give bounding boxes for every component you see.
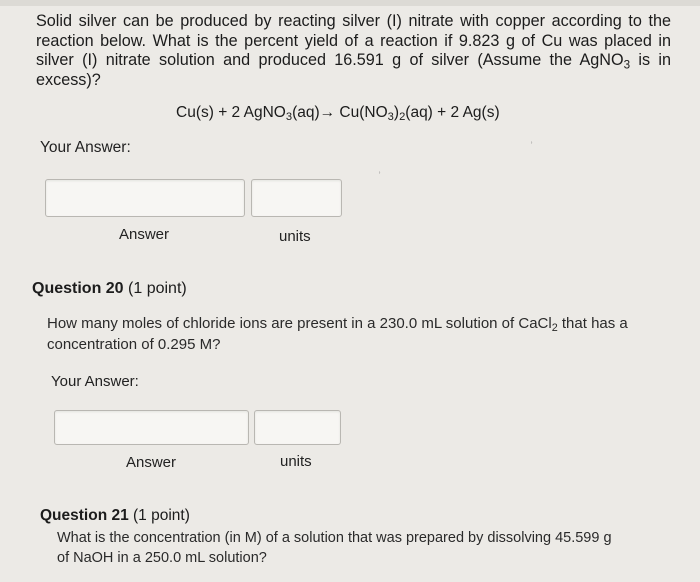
q20-prompt: How many moles of chloride ions are present in a 230.0 mL solution of CaCl$_2$ that has a concentration of 0.295 M? — [47, 315, 628, 353]
q19-reaction-equation: Cu(s) + 2 AgNO$_3$(aq)→ $Cu(NO_3)_2(aq) + 2$ Ag(s) — [176, 104, 500, 124]
stray-mark: ˒ — [378, 166, 382, 177]
q19-your-answer-label: Your Answer: — [40, 139, 131, 156]
q19-prompt: Solid silver can be produced by reacting silver (I) nitrate with copper according to the reaction below. What is the percent yield of a reaction if 9.823 g of Cu was placed in silver (I) nitrate solution and produced 16.591 g of silver (Assume the AgNO$_3$ is in excess)? — [36, 12, 671, 89]
q20-units-input[interactable] — [254, 410, 341, 445]
q21-heading: Question 21 (1 point) — [40, 507, 190, 524]
q19-answer-input[interactable] — [45, 179, 245, 217]
q21-prompt: What is the concentration (in M) of a solution that was prepared by dissolving 45.599 g of NaOH in a 250.0 mL solution? — [57, 530, 612, 566]
q19-answer-caption: Answer — [119, 226, 170, 243]
q20-your-answer-label: Your Answer: — [51, 373, 139, 390]
q20-answer-caption: Answer — [126, 454, 177, 471]
q20-heading: Question 20 (1 point) — [32, 280, 187, 297]
top-divider — [0, 0, 700, 6]
q20-units-caption: units — [280, 453, 312, 470]
q19-units-caption: units — [279, 228, 311, 245]
q20-answer-input[interactable] — [54, 410, 249, 445]
q19-units-input[interactable] — [251, 179, 342, 217]
stray-mark: ˒ — [530, 136, 534, 147]
